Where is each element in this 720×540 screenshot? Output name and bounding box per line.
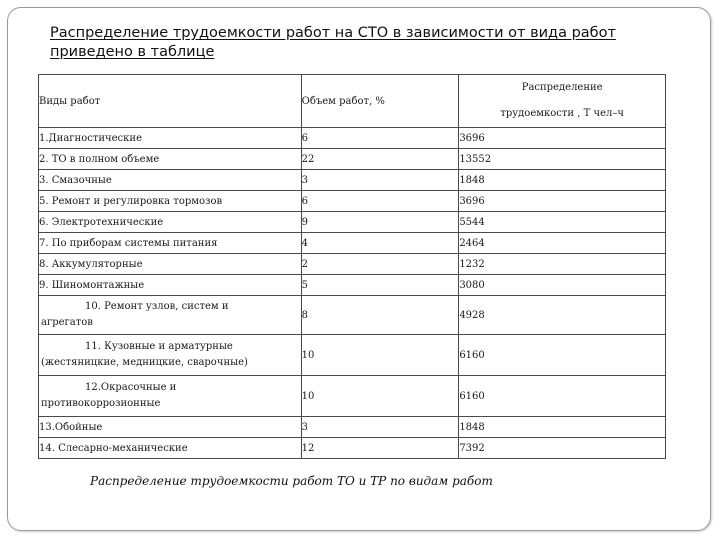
row-labor: 5544 [459,212,666,233]
table-row [39,149,666,170]
row-volume: 8 [301,296,459,335]
table-row [39,296,666,335]
row-labor: 4928 [459,296,666,335]
row-labor: 2464 [459,233,666,254]
row-labor: 3080 [459,275,666,296]
row-volume: 6 [301,128,459,149]
row-name-line2: (жестяницкие, медницкие, сварочные) [41,357,248,368]
row-name-line1: 12.Окрасочные и [85,382,177,393]
row-name-line1: 11. Кузовные и арматурные [85,341,233,352]
row-name [39,335,302,376]
row-name: 14. Слесарно-механические [39,438,302,459]
row-volume: 3 [301,417,459,438]
header-volume: Объем работ, % [301,75,459,128]
row-volume: 9 [301,212,459,233]
row-volume: 5 [301,275,459,296]
row-volume: 12 [301,438,459,459]
row-name: 2. ТО в полном объеме [39,149,302,170]
table-row [39,128,666,149]
table-row [39,275,666,296]
row-volume: 2 [301,254,459,275]
row-name [39,296,302,335]
row-name: 6. Электротехнические [39,212,302,233]
row-volume: 10 [301,376,459,417]
row-volume: 6 [301,191,459,212]
table-caption: Распределение трудоемкости работ ТО и ТР по видам работ [90,474,493,488]
table-row [39,212,666,233]
row-labor: 3696 [459,128,666,149]
table-row [39,254,666,275]
row-labor: 3696 [459,191,666,212]
row-volume: 22 [301,149,459,170]
row-name: 5. Ремонт и регулировка тормозов [39,191,302,212]
row-name: 3. Смазочные [39,170,302,191]
row-volume: 4 [301,233,459,254]
row-name-line2: противокоррозионные [41,398,161,409]
row-name-line1: 10. Ремонт узлов, систем и [85,301,229,312]
row-labor: 1232 [459,254,666,275]
row-name-line2: агрегатов [41,317,93,328]
header-labor-line2: трудоемкости , Т чел–ч [500,108,624,119]
header-labor-line1: Распределение [521,82,603,93]
table-row [39,335,666,376]
row-volume: 10 [301,335,459,376]
table-row [39,233,666,254]
table-row [39,417,666,438]
row-name: 9. Шиномонтажные [39,275,302,296]
row-labor: 1848 [459,170,666,191]
row-name: 8. Аккумуляторные [39,254,302,275]
slide-title: Распределение трудоемкости работ на СТО в зависимости от вида работ приведено в таблице [50,25,616,60]
header-work-type: Виды работ [39,75,302,128]
row-labor: 1848 [459,417,666,438]
table-row [39,438,666,459]
row-labor: 6160 [459,376,666,417]
row-labor: 7392 [459,438,666,459]
table-row [39,170,666,191]
table-row [39,376,666,417]
row-labor: 13552 [459,149,666,170]
row-labor: 6160 [459,335,666,376]
table-row [39,191,666,212]
row-name [39,376,302,417]
row-name: 1.Диагностические [39,128,302,149]
row-name: 13.Обойные [39,417,302,438]
labor-distribution-table [38,74,666,459]
row-volume: 3 [301,170,459,191]
header-labor [459,75,666,128]
table-header-row [39,75,666,128]
row-name: 7. По приборам системы питания [39,233,302,254]
